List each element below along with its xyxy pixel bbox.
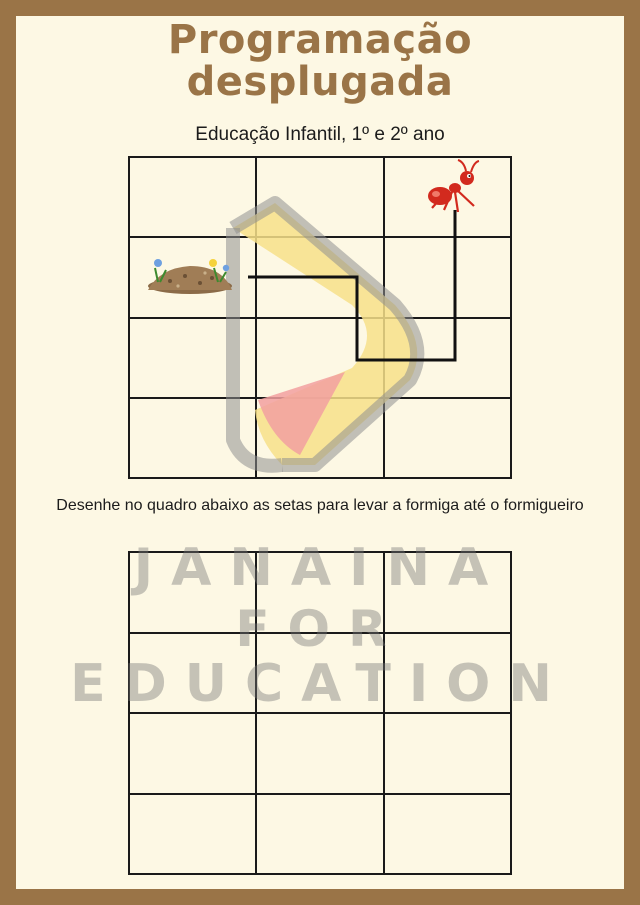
subtitle: Educação Infantil, 1º e 2º ano: [195, 124, 445, 145]
grid-cell: [129, 713, 256, 794]
grid-cell: [384, 157, 511, 237]
title-line-1: Programação: [167, 17, 473, 63]
grid-cell: [384, 794, 511, 875]
grid-cell: [256, 237, 383, 317]
grid-cell: [256, 318, 383, 398]
grid-cell: [129, 398, 256, 478]
grid-cell: [256, 157, 383, 237]
instruction-text: Desenhe no quadro abaixo as setas para levar a formiga até o formigueiro: [56, 497, 584, 514]
grid-cell: [384, 713, 511, 794]
grid-cell: [384, 398, 511, 478]
example-grid: [128, 156, 512, 479]
grid-cell: [384, 237, 511, 317]
grid-cell: [256, 713, 383, 794]
grid-cell: [256, 794, 383, 875]
grid-cell: [384, 318, 511, 398]
grid-cell: [129, 318, 256, 398]
grid-cell: [256, 398, 383, 478]
grid-cell: [129, 794, 256, 875]
watermark-line-3: EDUCATION: [70, 654, 570, 714]
grid-cell: [129, 237, 256, 317]
grid-cell: [129, 157, 256, 237]
title-line-2: desplugada: [186, 59, 454, 105]
watermark-line-2: FOR: [235, 600, 405, 658]
watermark-line-1: JANAINA: [133, 538, 507, 598]
